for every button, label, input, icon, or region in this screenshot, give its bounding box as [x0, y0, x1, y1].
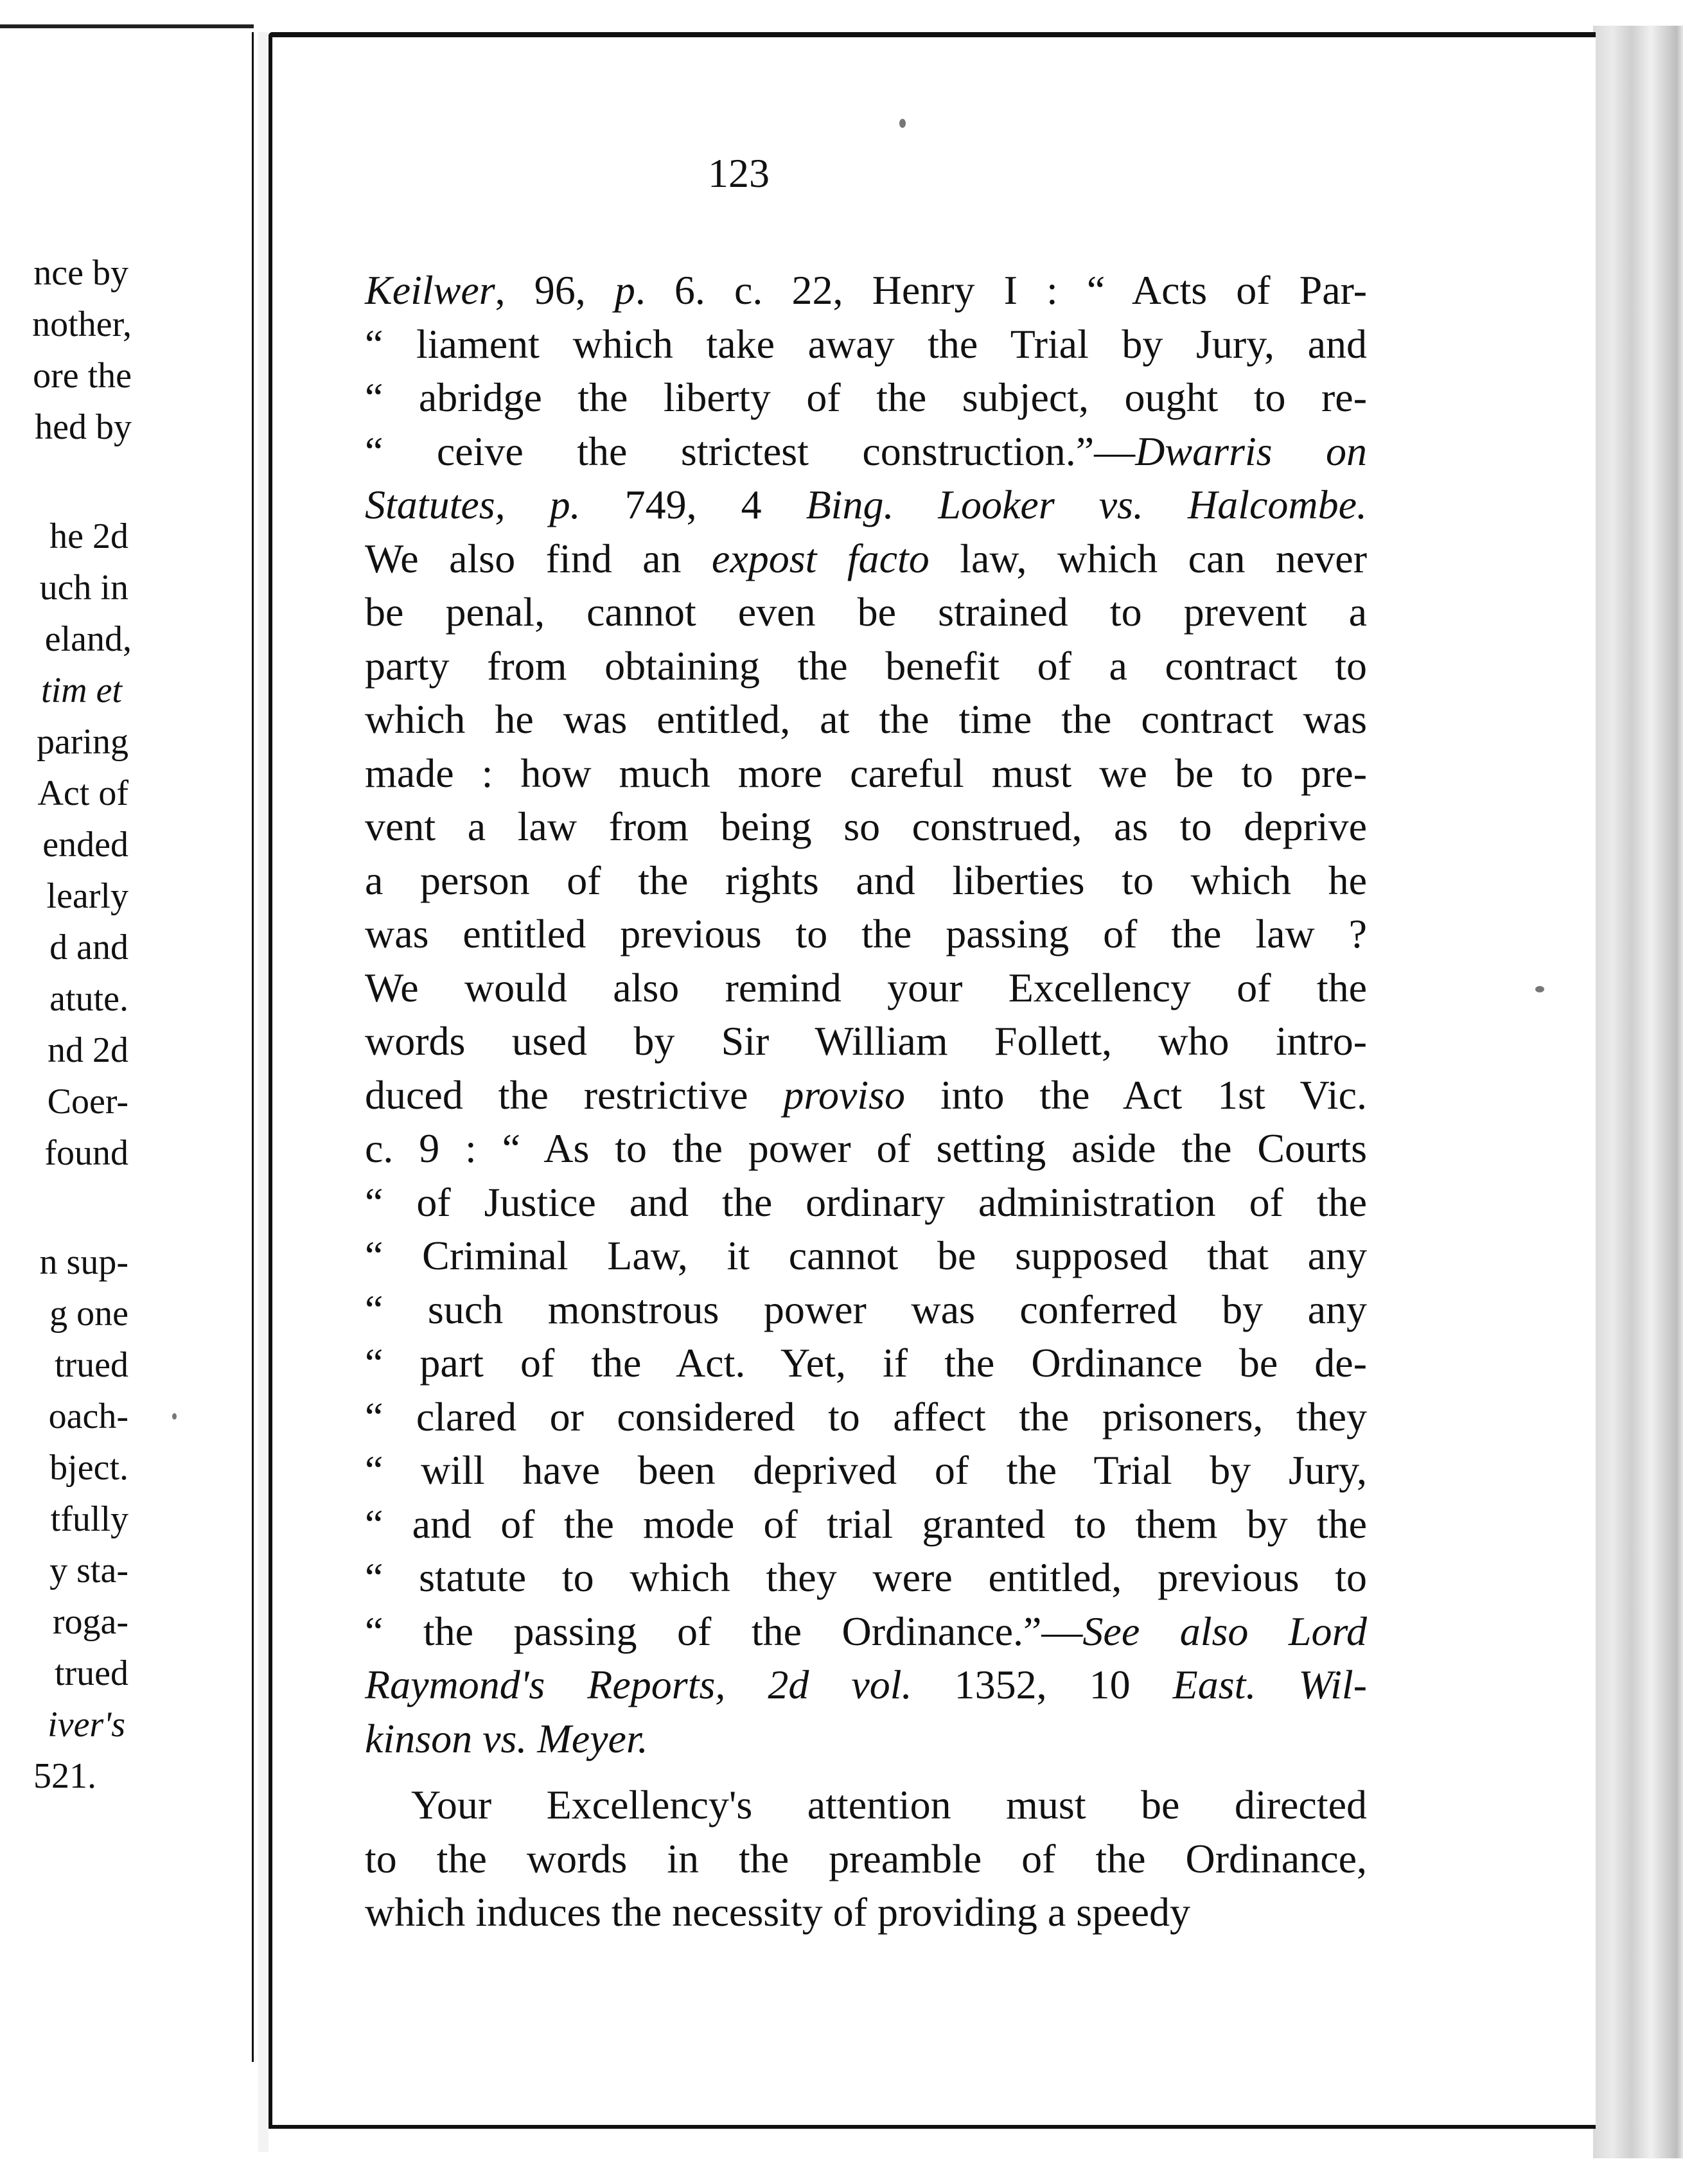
text-line	[365, 907, 1367, 961]
text-line	[365, 1068, 1367, 1122]
italic-segment: Dwarris on	[1135, 428, 1368, 474]
facing-page-line: tfully	[50, 1499, 128, 1539]
facing-page-line: 521.	[33, 1756, 96, 1796]
facing-page-line: uch in	[39, 568, 128, 608]
text-segment: “ of Justice and the ordinary administration of the	[365, 1179, 1367, 1225]
text-line	[365, 1497, 1367, 1551]
facing-page-line: Act of	[37, 773, 128, 813]
text-segment: “ Criminal Law, it cannot be supposed that any	[365, 1233, 1367, 1278]
text-line	[365, 1390, 1367, 1444]
facing-page-line: Coer-	[47, 1082, 128, 1122]
text-segment: “ ceive the strictest construction.”—	[365, 428, 1136, 474]
facing-page-line: hed by	[35, 407, 132, 447]
facing-page-line: nce by	[33, 253, 128, 293]
text-line	[365, 961, 1367, 1015]
facing-page-line: g one	[49, 1294, 128, 1334]
text-line	[365, 1658, 1367, 1712]
text-line	[365, 1014, 1367, 1068]
text-line	[365, 1122, 1367, 1176]
facing-page-line: found	[44, 1133, 128, 1173]
facing-page-line: oach-	[48, 1396, 128, 1436]
facing-page-line: eland,	[44, 619, 132, 659]
italic-segment: proviso	[783, 1072, 906, 1118]
text-segment: c. 9 : “ As to the power of setting aside the Courts	[365, 1125, 1367, 1171]
facing-page-line: iver's	[48, 1705, 125, 1745]
text-line	[365, 1605, 1367, 1659]
text-line	[365, 263, 1367, 317]
text-line	[365, 639, 1367, 693]
text-line	[411, 1778, 1367, 1832]
text-line	[365, 1283, 1367, 1337]
page-stack-edge	[1593, 26, 1683, 2158]
text-line	[365, 1551, 1367, 1605]
text-segment: Your Excellency's attention must be directed	[411, 1782, 1367, 1827]
italic-segment: expost facto	[711, 536, 930, 581]
italic-segment: p	[614, 267, 635, 313]
text-segment: “ will have been deprived of the Trial by Jury,	[365, 1447, 1367, 1493]
text-line	[365, 1885, 1367, 1939]
facing-page-line: d and	[49, 928, 128, 967]
italic-segment: See also Lord	[1082, 1608, 1368, 1654]
text-segment: 749, 4	[580, 482, 806, 527]
text-segment: which induces the necessity of providing a speedy	[365, 1889, 1190, 1935]
text-line	[365, 532, 1367, 586]
text-line	[365, 1176, 1367, 1229]
text-segment: “ abridge the liberty of the subject, ought to re-	[365, 374, 1367, 420]
text-segment: vent a law from being so construed, as to deprive	[365, 804, 1367, 849]
italic-segment: Keilwer	[365, 267, 495, 313]
text-line	[365, 854, 1367, 908]
text-line	[365, 425, 1367, 479]
text-segment: 1352, 10	[912, 1662, 1173, 1707]
text-segment: “ statute to which they were entitled, previous to	[365, 1554, 1367, 1600]
facing-page-line: learly	[46, 876, 128, 916]
facing-page-line: n sup-	[39, 1242, 128, 1282]
text-segment: “ and of the mode of trial granted to them by the	[365, 1501, 1367, 1547]
text-segment: to the words in the preamble of the Ordinance,	[365, 1836, 1367, 1881]
text-segment: into the Act 1st Vic.	[905, 1072, 1368, 1118]
text-line	[365, 1443, 1367, 1497]
facing-page-line: ended	[42, 825, 128, 865]
text-segment: We would also remind your Excellency of the	[365, 965, 1367, 1010]
page-speck	[172, 1413, 177, 1420]
text-line	[365, 1229, 1367, 1283]
text-line	[365, 478, 1367, 532]
facing-page-line: tim et	[41, 671, 122, 710]
text-segment: a person of the rights and liberties to which he	[365, 858, 1367, 903]
page-speck	[1535, 986, 1544, 992]
italic-segment: East. Wil-	[1172, 1662, 1368, 1707]
text-segment: “ part of the Act. Yet, if the Ordinance be de-	[365, 1340, 1367, 1386]
text-segment: duced the restrictive	[365, 1072, 784, 1118]
text-segment: party from obtaining the benefit of a contract to	[365, 643, 1367, 689]
page-speck	[899, 119, 906, 128]
facing-page-line: bject.	[49, 1448, 128, 1488]
page-number: 123	[708, 150, 770, 196]
text-line	[365, 1712, 1367, 1766]
italic-segment: Statutes, p.	[365, 482, 581, 527]
facing-page-line: nd 2d	[48, 1030, 128, 1070]
text-line	[365, 317, 1367, 371]
facing-page-line: ore the	[33, 356, 132, 396]
text-line	[365, 371, 1367, 425]
text-line	[365, 585, 1367, 639]
text-segment: We also find an	[365, 536, 712, 581]
page-edge-right	[252, 32, 254, 2062]
text-line	[365, 692, 1367, 746]
facing-page-line: roga-	[52, 1602, 128, 1642]
italic-segment: Raymond's Reports, 2d vol.	[365, 1662, 912, 1707]
text-segment: , 96,	[495, 267, 615, 313]
facing-page-line: he 2d	[49, 516, 128, 556]
book-gutter	[258, 32, 269, 2152]
text-segment: “ clared or considered to affect the prisoners, they	[365, 1394, 1367, 1440]
facing-page-line: paring	[36, 722, 128, 762]
italic-segment: Bing. Looker vs. Halcombe.	[806, 482, 1368, 527]
text-segment: was entitled previous to the passing of the law ?	[365, 911, 1367, 956]
facing-page-left	[0, 0, 254, 2184]
page-edge-top	[0, 24, 254, 28]
facing-page-line: trued	[54, 1345, 128, 1385]
italic-segment: kinson vs. Meyer.	[365, 1716, 648, 1761]
facing-page-line: nother,	[32, 304, 132, 344]
text-segment: made : how much more careful must we be to pre-	[365, 750, 1367, 796]
text-segment: which he was entitled, at the time the contract was	[365, 696, 1367, 742]
text-line	[365, 1832, 1367, 1886]
text-segment: “ such monstrous power was conferred by any	[365, 1287, 1367, 1332]
text-line	[365, 1336, 1367, 1390]
facing-page-line: y sta-	[49, 1551, 128, 1590]
text-line	[365, 746, 1367, 800]
facing-page-line: atute.	[49, 979, 128, 1019]
text-segment: “ the passing of the Ordinance.”—	[365, 1608, 1083, 1654]
facing-page-line: trued	[54, 1653, 128, 1693]
text-line	[365, 800, 1367, 854]
text-segment: be penal, cannot even be strained to prevent a	[365, 589, 1367, 635]
text-segment: . 6. c. 22, Henry I : “ Acts of Par-	[635, 267, 1368, 313]
text-segment: “ liament which take away the Trial by Jury, and	[365, 321, 1367, 367]
text-segment: words used by Sir William Follett, who intro-	[365, 1018, 1367, 1064]
text-segment: law, which can never	[929, 536, 1367, 581]
